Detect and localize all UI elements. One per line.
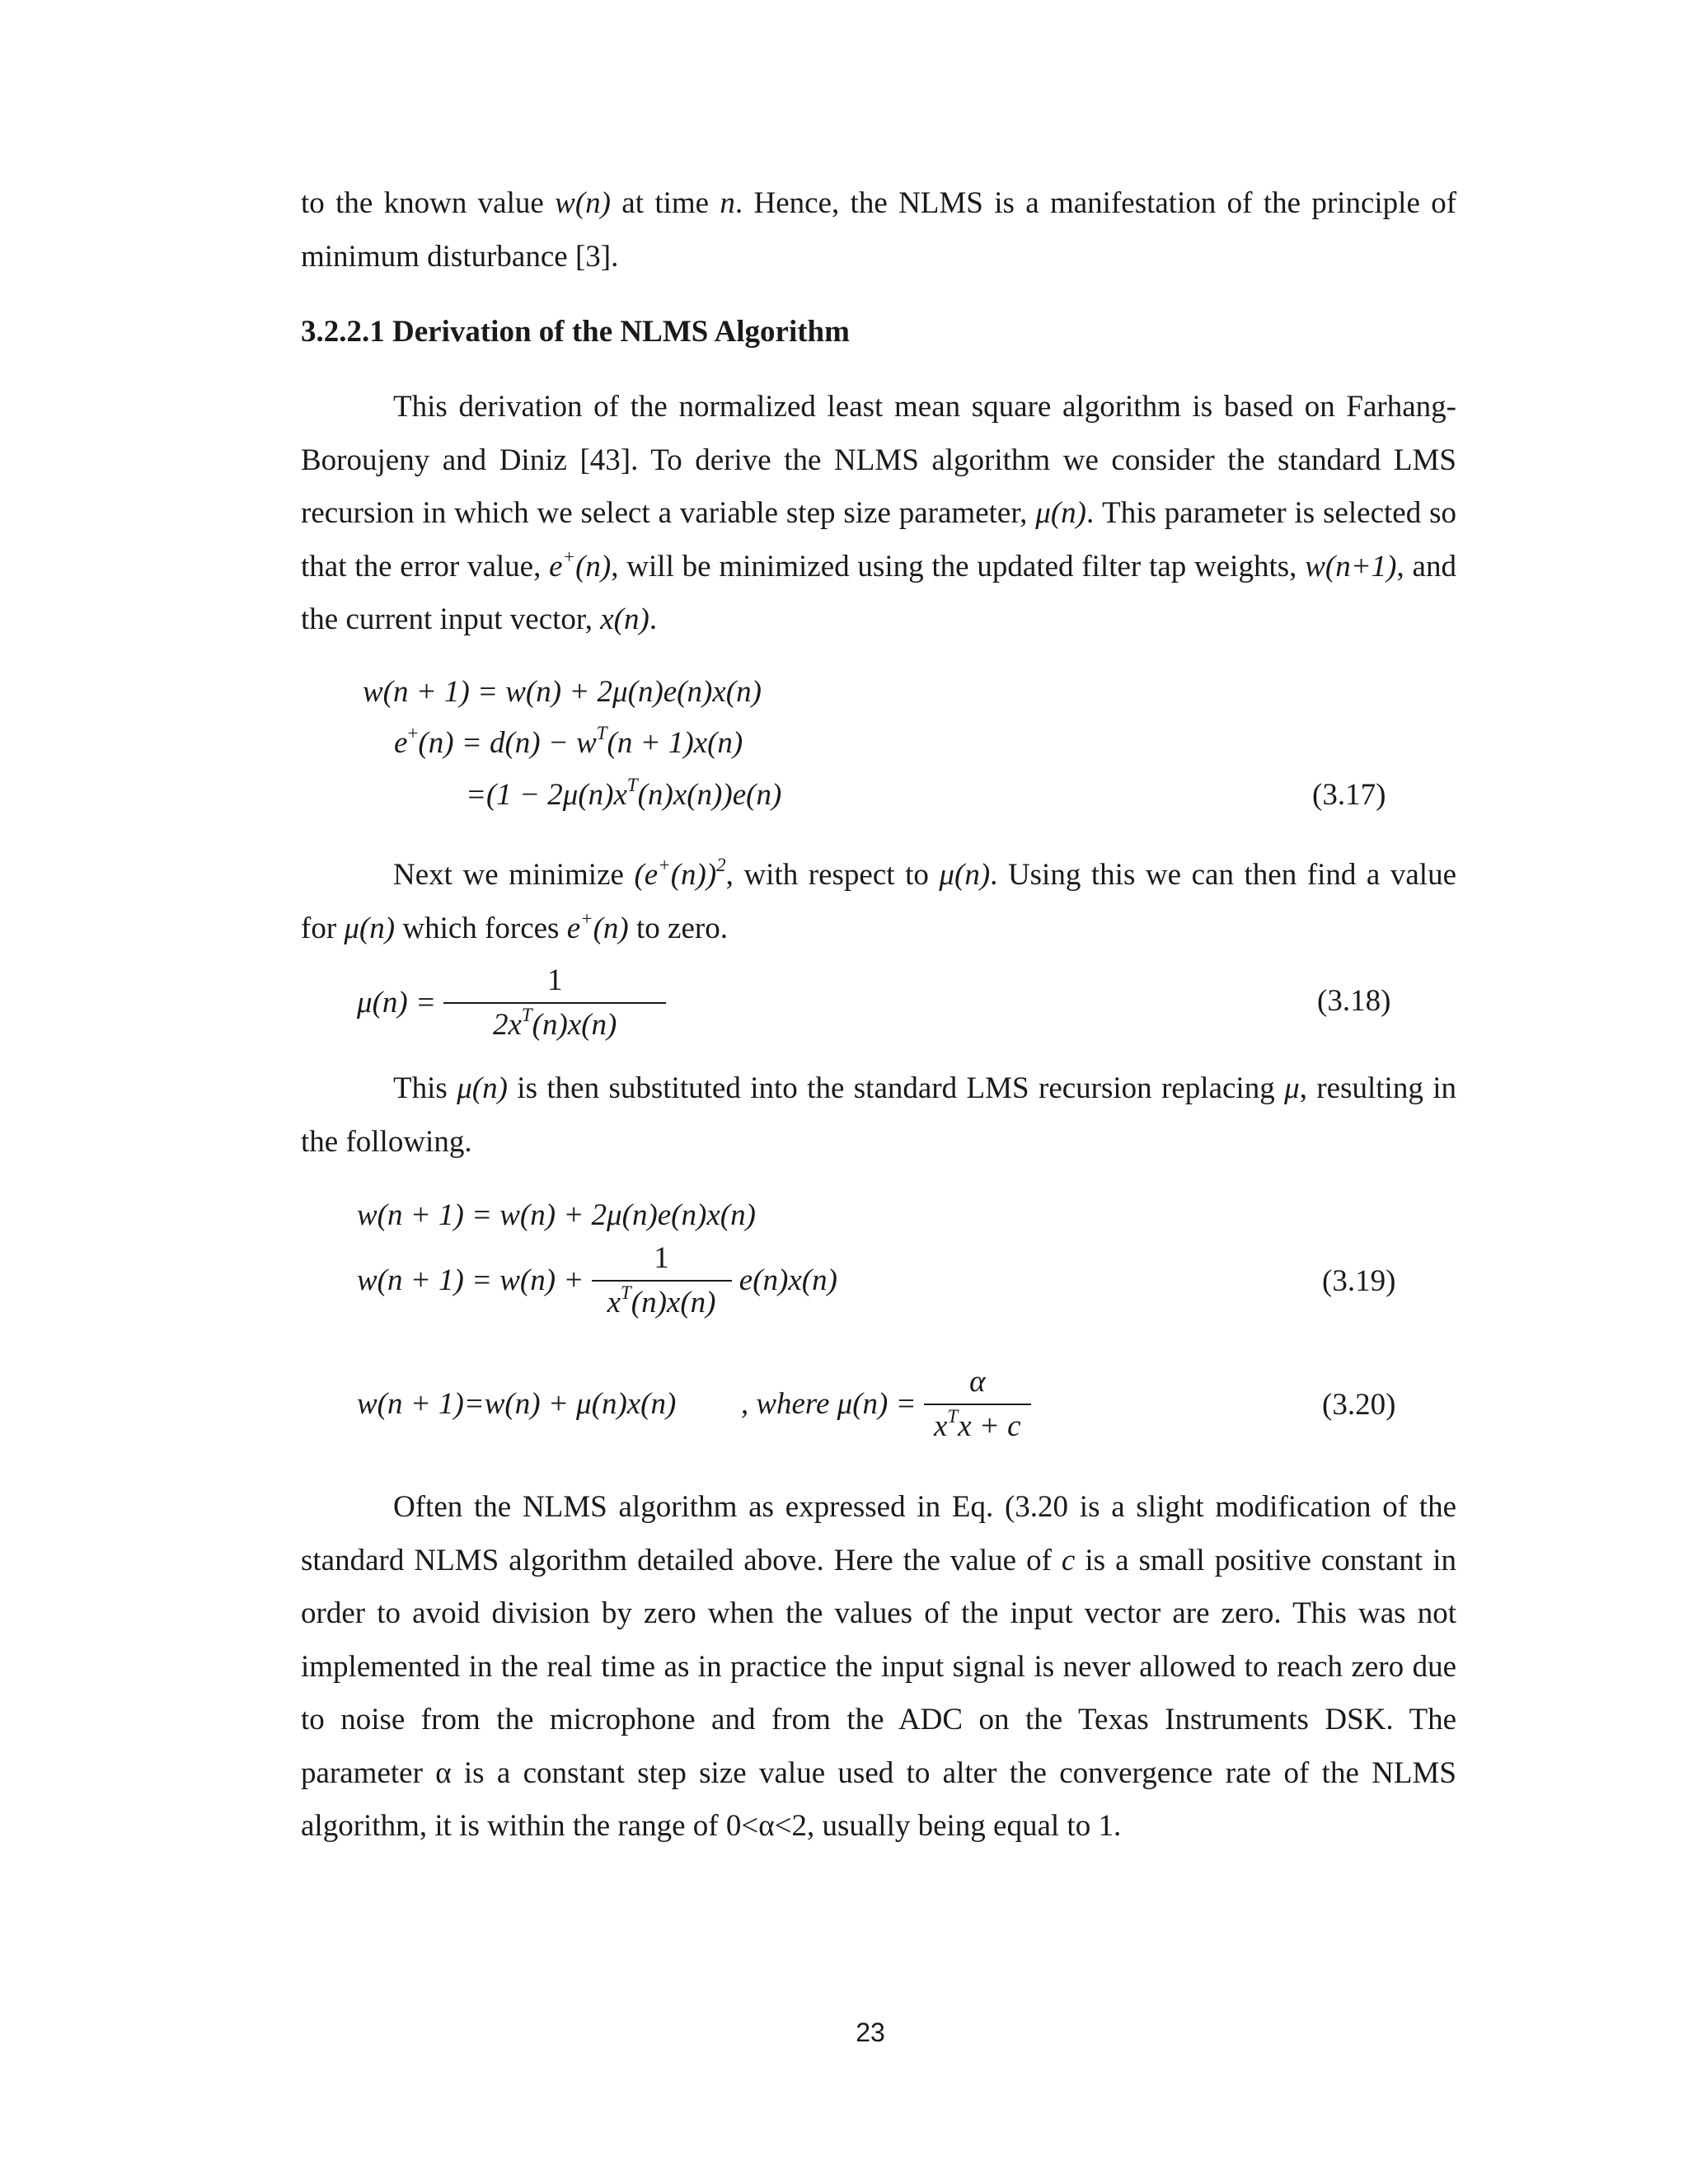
text: . Hence, the NLMS is a manifestation of the principle of minimum disturbance [3]. [301, 186, 1457, 274]
text: (n)x(n))e(n) [637, 778, 782, 812]
superscript: T [521, 1005, 532, 1026]
equation-number-3-20: (3.20) [1322, 1388, 1396, 1422]
equation-3-19-line-1: w(n + 1) = w(n) + 2μ(n)e(n)x(n) [357, 1198, 756, 1232]
text: μ(n) = [357, 986, 436, 1019]
paragraph-minimize [301, 849, 1456, 955]
fraction [592, 1240, 732, 1321]
text: (e [634, 858, 659, 892]
paragraph-intro [301, 177, 1456, 284]
math-var: w(n) [555, 186, 611, 220]
text: (n) = d(n) − w [418, 726, 597, 760]
math-var: n [720, 186, 735, 220]
equation-3-18 [357, 963, 666, 1043]
text: x [934, 1409, 948, 1443]
text: This derivation of the normalized least mean square algorithm is based on Farhang-Boroujeny and Diniz [43]. To derive the NLMS algorithm we consider the standard LMS recursion in which we select a variable step size parameter, [301, 390, 1456, 530]
numerator: 1 [592, 1240, 732, 1282]
text: e [394, 726, 408, 760]
paragraph-modification [301, 1481, 1456, 1854]
fraction [924, 1364, 1031, 1445]
superscript: + [407, 723, 419, 744]
text: to zero. [628, 911, 728, 945]
paragraph-derivation [301, 381, 1456, 647]
denominator [924, 1405, 1031, 1445]
text: e(n)x(n) [738, 1263, 837, 1297]
math-var [549, 546, 612, 583]
text: is a small positive constant in order to avoid division by zero when the values of the input vector are zero. This was not implemented in the real time as in practice the input signal is never allowed to reach zero due to noise from the microphone and from the ADC on the Texas Instruments DSK. The parameter α is a constant step size value used to alter the convergence rate of the NLMS algorithm, it is within the range of 0<α<2, usually being equal to 1. [301, 1543, 1456, 1843]
page-number: 23 [856, 2018, 885, 2047]
text: to the known value [301, 186, 556, 220]
text: e [566, 911, 581, 945]
superscript: T [947, 1406, 959, 1427]
superscript: T [626, 775, 638, 796]
text: Often the NLMS algorithm as expressed in Eq. (3.20 is a slight modification of the standard NLMS algorithm detailed above. Here the value of [301, 1490, 1456, 1577]
text: . This parameter is selected so that the error value, [301, 496, 1456, 583]
equation-number-3-19: (3.19) [1322, 1264, 1396, 1298]
superscript: + [580, 907, 593, 929]
text: =(1 − 2μ(n)x [466, 778, 627, 812]
math-var: μ(n) [457, 1071, 508, 1105]
superscript: T [621, 1282, 631, 1304]
text: (n)) [670, 858, 717, 892]
text: Next we minimize [393, 858, 635, 892]
paragraph-substitution [301, 1062, 1456, 1169]
math-var: μ [1284, 1071, 1300, 1105]
text: (n) [593, 911, 629, 945]
equation-3-20 [357, 1364, 1031, 1445]
superscript: + [562, 546, 576, 567]
text: (n + 1)x(n) [607, 726, 743, 760]
equation-number-3-17: (3.17) [1312, 778, 1386, 812]
text: , resulting in the following. [301, 1071, 1457, 1159]
equation-3-19-line-2 [357, 1240, 837, 1321]
section-heading: 3.2.2.1 Derivation of the NLMS Algorithm [301, 315, 850, 349]
text: e [549, 549, 563, 583]
text: , where μ(n) = [740, 1387, 917, 1421]
math-var: μ(n) [1035, 496, 1086, 530]
equation-3-17-line-2 [394, 723, 743, 764]
text: (n)x(n) [532, 1008, 617, 1042]
text: . Using this we can then find a value for [301, 858, 1456, 945]
text: which forces [395, 911, 567, 945]
denominator [592, 1282, 732, 1321]
text: is then substituted into the standard LMS recursion replacing [507, 1071, 1285, 1105]
fraction [443, 963, 666, 1043]
superscript: 2 [716, 855, 726, 876]
math-var: w(n+1) [1305, 549, 1397, 583]
text: x [607, 1286, 621, 1319]
math-var [634, 855, 726, 892]
superscript: T [596, 723, 607, 744]
math-var: x(n) [600, 602, 649, 636]
text: 2x [492, 1008, 522, 1042]
text: This [393, 1071, 457, 1105]
text: at time [610, 186, 720, 220]
text: (n)x(n) [631, 1286, 716, 1319]
text: (n) [575, 549, 612, 583]
numerator: α [924, 1364, 1031, 1405]
text: , will be minimized using the updated filter tap weights, [611, 549, 1306, 583]
equation-number-3-18: (3.18) [1317, 984, 1391, 1018]
denominator [443, 1004, 666, 1043]
numerator: 1 [443, 963, 666, 1004]
text: , and the current input vector, [301, 549, 1456, 636]
math-var: c [1061, 1543, 1076, 1577]
equation-3-17-line-1: w(n + 1) = w(n) + 2μ(n)e(n)x(n) [363, 675, 762, 709]
math-var [566, 907, 629, 945]
text: , with respect to [725, 858, 940, 892]
math-var: μ(n) [939, 858, 991, 892]
text: w(n + 1) = w(n) + [357, 1263, 584, 1297]
text: . [649, 602, 658, 636]
equation-3-17-line-3 [466, 775, 781, 816]
text: x + c [958, 1409, 1021, 1443]
text: w(n + 1)=w(n) + μ(n)x(n) [357, 1387, 677, 1421]
math-var: μ(n) [344, 911, 396, 945]
superscript: + [658, 855, 671, 876]
